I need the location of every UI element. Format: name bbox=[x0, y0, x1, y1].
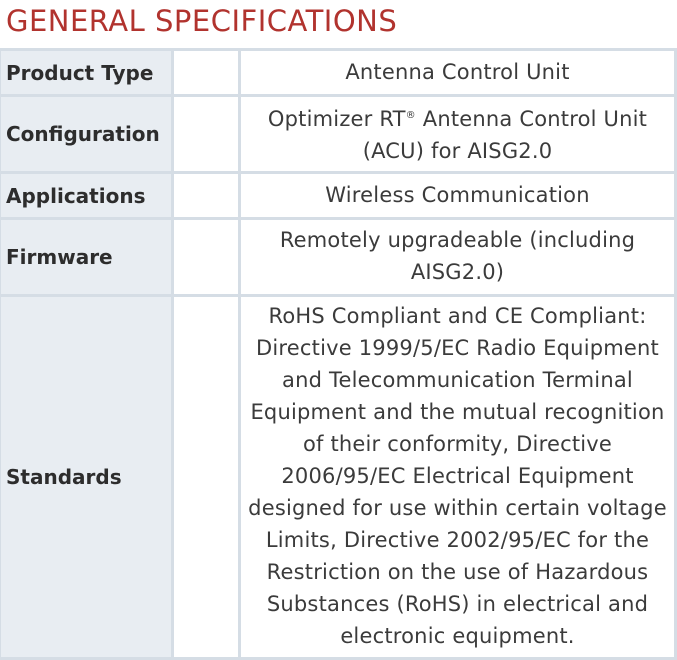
row-value bbox=[241, 220, 677, 297]
value-line: (ACU) for AISG2.0 bbox=[362, 138, 553, 163]
row-label: Configuration bbox=[0, 97, 174, 174]
value-line: Optimizer RT® Antenna Control Unit bbox=[267, 106, 648, 131]
value-line: electronic equipment. bbox=[340, 624, 575, 648]
value-line: RoHS Compliant and CE Compliant: bbox=[268, 304, 647, 328]
row-label: Product Type bbox=[0, 51, 174, 97]
row-value bbox=[241, 297, 677, 660]
row-label: Firmware bbox=[0, 220, 174, 297]
row-spacer-cell bbox=[174, 174, 241, 220]
value-line: of their conformity, Directive bbox=[302, 432, 613, 456]
value-line: Antenna Control Unit bbox=[345, 59, 570, 84]
value-line: Wireless Communication bbox=[325, 182, 590, 207]
specifications-table bbox=[0, 48, 677, 660]
value-line: Equipment and the mutual recognition bbox=[250, 400, 665, 424]
row-spacer-cell bbox=[174, 97, 241, 174]
registered-mark: ® bbox=[405, 109, 416, 121]
table-row-product-type bbox=[0, 51, 677, 97]
value-line: Remotely upgradeable (including bbox=[279, 228, 636, 252]
value-line: designed for use within certain voltage bbox=[248, 496, 667, 520]
row-label: Standards bbox=[0, 297, 174, 660]
value-line: 2006/95/EC Electrical Equipment bbox=[281, 464, 634, 488]
row-label: Applications bbox=[0, 174, 174, 220]
row-spacer-cell bbox=[174, 220, 241, 297]
value-line: Limits, Directive 2002/95/EC for the bbox=[265, 528, 650, 552]
table-row-applications bbox=[0, 174, 677, 220]
value-line: and Telecommunication Terminal bbox=[282, 368, 633, 392]
value-line: AISG2.0) bbox=[410, 260, 505, 284]
row-value bbox=[241, 174, 677, 220]
value-line: Substances (RoHS) in electrical and bbox=[266, 592, 649, 616]
row-spacer-cell bbox=[174, 51, 241, 97]
table-row-firmware bbox=[0, 220, 677, 297]
value-line: Restriction on the use of Hazardous bbox=[266, 560, 649, 584]
row-spacer-cell bbox=[174, 297, 241, 660]
page-title: GENERAL SPECIFICATIONS bbox=[6, 4, 398, 38]
row-value bbox=[241, 51, 677, 97]
table-row-configuration bbox=[0, 97, 677, 174]
table-row-standards bbox=[0, 297, 677, 660]
row-value bbox=[241, 97, 677, 174]
value-line: Directive 1999/5/EC Radio Equipment bbox=[256, 336, 659, 360]
